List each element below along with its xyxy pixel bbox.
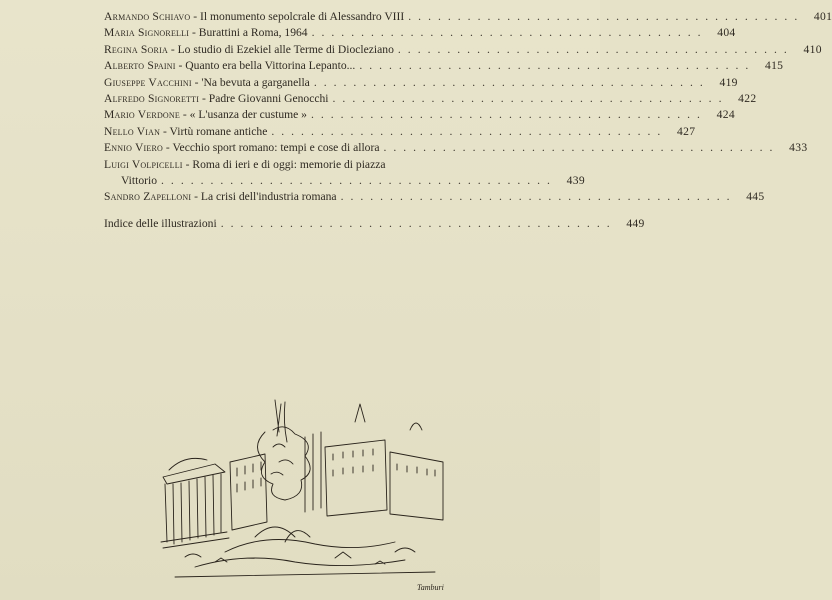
toc-index-entry	[104, 216, 645, 232]
toc-title: Padre Giovanni Genocchi	[208, 92, 329, 106]
leader-dots: ........................................	[311, 26, 708, 40]
toc-author: Maria Signorelli	[104, 26, 190, 40]
index-page-number: 449	[626, 216, 645, 230]
toc-page-number: 404	[717, 26, 736, 40]
leader-dots: ........................................	[408, 10, 805, 23]
toc-author: Alfredo Signoretti	[104, 92, 200, 106]
toc-entry: Alberto Spaini - Quanto era bella Vittorina Lepanto... ........................................ 415	[104, 58, 500, 74]
leader-dots: ........................................	[340, 190, 737, 204]
leader-dots: ........................................	[313, 75, 710, 89]
index-title: Indice delle illustrazioni	[104, 216, 217, 230]
toc-title: 'Na bevuta a garganella	[201, 75, 310, 89]
toc-entry: Sandro Zapelloni - La crisi dell'industria romana ........................................ 445	[104, 189, 500, 205]
artist-signature: Tamburi	[417, 583, 444, 592]
toc-title: Vecchio sport romano: tempi e cose di allora	[172, 141, 380, 155]
leader-dots: ........................................	[383, 141, 780, 155]
toc-entry: Mario Verdone - « L'usanza der custume » ........................................ 424	[104, 107, 500, 123]
toc-title: Virtù romane antiche	[169, 124, 268, 138]
toc-entry: Alfredo Signoretti - Padre Giovanni Genocchi ........................................ 422	[104, 91, 500, 107]
toc-entry: Giuseppe Vacchini - 'Na bevuta a garganella ........................................ 419	[104, 75, 500, 91]
toc-page-number: 433	[789, 141, 808, 155]
toc-author: Luigi Volpicelli	[104, 157, 183, 171]
toc-author: Mario Verdone	[104, 108, 180, 122]
toc-author: Sandro Zapelloni	[104, 190, 192, 204]
toc-title: « L'usanza der custume »	[189, 108, 307, 122]
toc-author: Regina Soria	[104, 42, 168, 56]
toc-entry: Luigi Volpicelli - Roma di ieri e di oggi: memorie di piazza Vittorio ........................................ 439	[104, 157, 500, 190]
toc-author: Alberto Spaini	[104, 59, 176, 73]
toc-title: Quanto era bella Vittorina Lepanto...	[185, 59, 356, 73]
leader-dots: ........................................	[332, 92, 729, 106]
toc-page-number: 419	[719, 75, 738, 89]
leader-dots: ........................................	[161, 174, 557, 188]
toc-title: Burattini a Roma, 1964	[198, 26, 308, 40]
toc-entry: Ennio Viero - Vecchio sport romano: tempi e cose di allora ........................................ 433	[104, 140, 500, 156]
toc-title: Il monumento sepolcrale di Alessandro VIII	[200, 10, 405, 23]
toc-entry: Armando Schiavo - Il monumento sepolcrale di Alessandro VIII ........................................ 401	[104, 9, 500, 25]
toc-author: Nello Vian	[104, 124, 161, 138]
toc-page-number: 424	[716, 108, 735, 122]
leader-dots: ........................................	[397, 42, 794, 56]
leader-dots: ........................................	[310, 108, 707, 122]
toc-page-number: 401	[813, 10, 832, 23]
toc-page-number: 439	[566, 174, 585, 188]
toc-page-number: 415	[764, 59, 784, 73]
leader-dots: ........................................	[220, 216, 617, 230]
table-of-contents	[104, 9, 832, 232]
toc-page-number: 427	[677, 124, 696, 138]
rome-ink-sketch	[155, 392, 455, 592]
toc-page-number: 410	[803, 42, 822, 56]
toc-author: Ennio Viero	[104, 141, 164, 155]
leader-dots: ........................................	[359, 59, 756, 73]
toc-title: La crisi dell'industria romana	[200, 190, 337, 204]
toc-author: Giuseppe Vacchini	[104, 75, 192, 89]
toc-entry: Regina Soria - Lo studio di Ezekiel alle Terme di Diocleziano ........................................ 410	[104, 42, 500, 58]
toc-author: Armando Schiavo	[104, 10, 191, 23]
toc-title: Roma di ieri e di oggi: memorie di piazza	[192, 157, 386, 171]
sketch-drawing	[155, 392, 455, 592]
toc-entry: Nello Vian - Virtù romane antiche ........................................ 427	[104, 124, 500, 140]
toc-page-number: 422	[738, 92, 757, 106]
leader-dots: ........................................	[271, 124, 668, 138]
toc-title: Lo studio di Ezekiel alle Terme di Diocleziano	[177, 42, 394, 56]
toc-title-continued: Vittorio	[121, 174, 158, 188]
toc-entry: Maria Signorelli - Burattini a Roma, 1964 ........................................ 404	[104, 25, 500, 41]
toc-page-number: 445	[746, 190, 765, 204]
